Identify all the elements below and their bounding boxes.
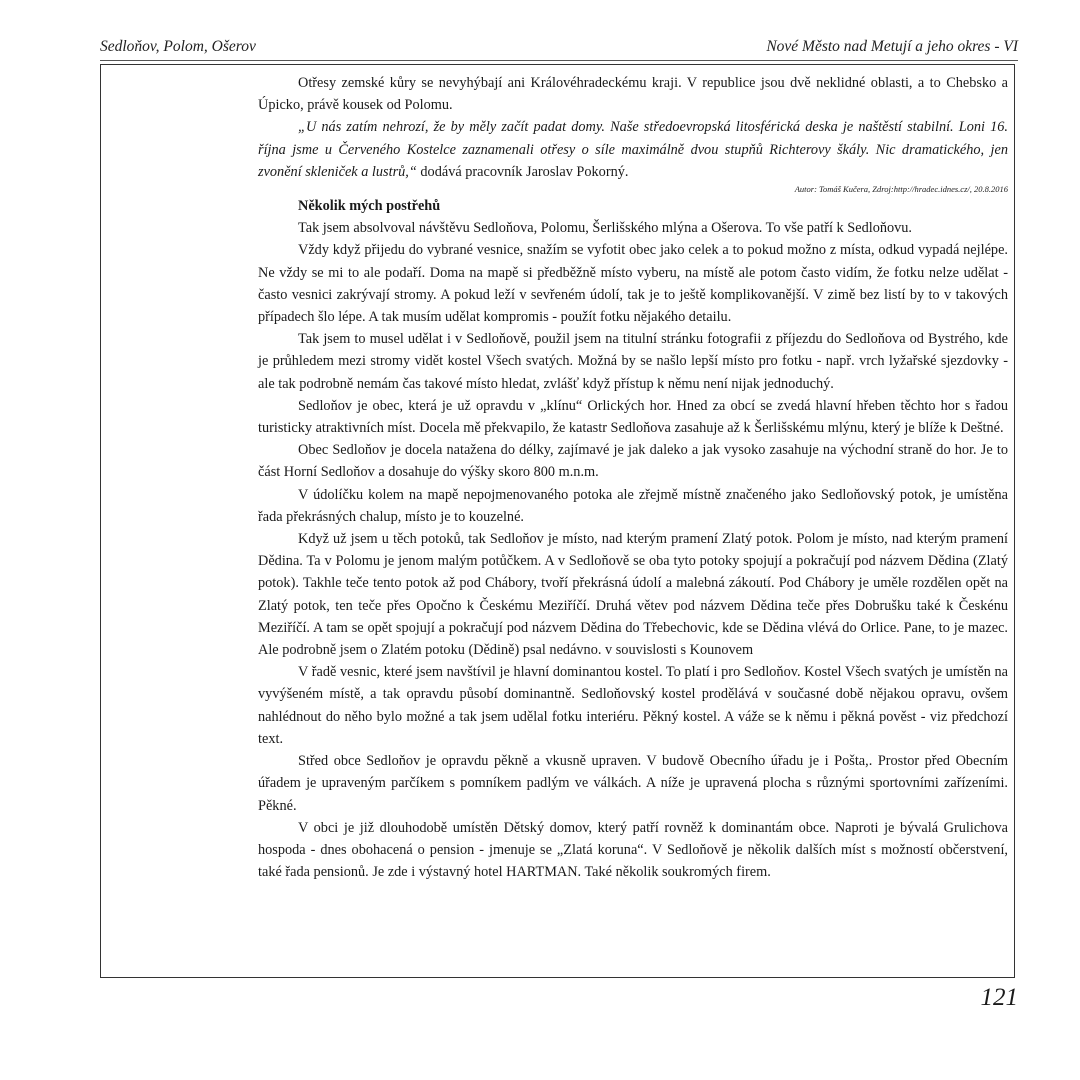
quote-attribution: dodává pracovník Jaroslav Pokorný. xyxy=(416,163,629,180)
quote-text: „U nás zatím nehrozí, že by měly začít padat domy. Naše středoevropská litosférická deska je naštěstí stabilní. Loni 16. října jsme u Červeného Kostelce zaznamenali otřesy o síle maximálně dvou stupňů Richterovy škály. Nic dramatického, jen zvonění skleniček a lustrů,“ xyxy=(258,119,1008,180)
body-paragraph: Vždy když přijedu do vybrané vesnice, snažím se vyfotit obec jako celek a to pokud možno z místa, odkud vypadá nejlépe. Ne vždy se mi to ale podaří. Doma na mapě si předběžně místo vyberu, na místě ale potom často vidím, že fotku nelze udělat - často vesnici zakrývají stromy. A pokud leží v sevřeném údolí, tak je to ještě komplikovanější. V zimě bez listí by to v takových případech šlo lépe. A tak musím udělat kompromis - použít fotku nějakého detailu. xyxy=(258,242,1008,326)
running-header-right: Nové Město nad Metují a jeho okres - VI xyxy=(766,38,1018,55)
body-paragraph: V řadě vesnic, které jsem navštívil je hlavní dominantou kostel. To platí i pro Sedloňov. Kostel Všech svatých je umístěn na vyvýšeném místě, a tak opravdu působí dominantně. Sedloňovský kostel prodělává v současné době nějakou opravu, ovšem nahlédnout do něho bylo možné a tak jsem udělal fotku interiéru. Pěkný kostel. A váže se k němu i pěkná pověst - viz předchozí text. xyxy=(258,664,1008,747)
body-paragraph: Když už jsem u těch potoků, tak Sedloňov je místo, nad kterým pramení Zlatý potok. Polom je místo, nad kterým pramení Dědina. Ta v Polomu je jenom malým potůčkem. A v Sedloňově se oba tyto potoky spojují a pokračují pod názvem Dědina (Zlatý potok). Takhle teče tento potok až pod Chábory, tvoří překrásná údolí a malebná zákoutí. Pod Chábory je uměle rozdělen opět na Zlatý potok, ten teče přes Opočno k Českému Meziříčí. Druhá větev pod názvem Dědina teče přes Dobrušku také k Českénu Meziříčí. A tam se opět spojují a pokračují pod názvem Dědina do Třebechovic, kde se Dědina vlévá do Orlice. Pane, to je mazec. Ale podrobně jsem o Zlatém potoku (Dědině) psal nedávno. v souvislosti s Kounovem xyxy=(258,531,1008,659)
article-quote xyxy=(258,116,1008,183)
text-column xyxy=(258,72,1008,883)
article-paragraph: Otřesy zemské kůry se nevyhýbají ani Královéhradeckému kraji. V republice jsou dvě neklidné oblasti, a to Chebsko a Úpicko, právě kousek od Polomu. xyxy=(258,75,1008,114)
page-number: 121 xyxy=(980,984,1018,1011)
body-paragraph: Tak jsem absolvoval návštěvu Sedloňova, Polomu, Šerlišského mlýna a Ošerova. To vše patří k Sedloňovu. xyxy=(298,220,913,237)
body-paragraph: Obec Sedloňov je docela natažena do délky, zajímavé je jak daleko a jak vysoko zasahuje na východní straně do hor. Je to část Horní Sedloňov a dosahuje do výšky skoro 800 m.n.m. xyxy=(258,442,1008,481)
header-divider xyxy=(100,60,1018,61)
body-paragraph: Tak jsem to musel udělat i v Sedloňově, použil jsem na titulní stránku fotografii z příjezdu do Sedloňova od Bystrého, kde je průhledem mezi stromy vidět kostel Všech svatých. Možná by se našlo lepší místo pro fotku - např. vrch lyžařské sjezdovky - ale tak podrobně nemám čas takové místo hledat, zvlášť když přístup k němu není nijak jednoduchý. xyxy=(258,331,1008,392)
body-paragraph: V obci je již dlouhodobě umístěn Dětský domov, který patří rovněž k dominantám obce. Naproti je bývalá Grulichova hospoda - dnes obohacená o pension - jmenuje se „Zlatá koruna“. V Sedloňově je několik dalších míst s možností občerstvení, také řada pensionů. Je zde i výstavný hotel HARTMAN. Také několik soukromých firem. xyxy=(258,819,1008,881)
running-header-left: Sedloňov, Polom, Ošerov xyxy=(100,38,256,55)
body-paragraph: V údolíčku kolem na mapě nepojmenovaného potoka ale zřejmě místně značeného jako Sedloňovský potok, je umístěna řada překrásných chalup, místo je to kouzelné. xyxy=(258,486,1008,525)
body-paragraph: Sedloňov je obec, která je už opravdu v „klínu“ Orlických hor. Hned za obcí se zvedá hlavní hřeben těchto hor s řadou turisticky atraktivních míst. Docela mě překvapilo, že katastr Sedloňova zasahuje až k Šerlišskému mlýnu, který je blíže k Deštné. xyxy=(258,397,1008,437)
body-paragraph: Střed obce Sedloňov je opravdu pěkně a vkusně upraven. V budově Obecního úřadu je i Pošta,. Prostor před Obecním úřadem je upraveným parčíkem s pomníkem padlým ve válkách. A níže je upravená plocha s různými sportovními zařízeními. Pěkné. xyxy=(258,753,1008,814)
section-heading: Několik mých postřehů xyxy=(298,198,441,215)
article-source: Autor: Tomáš Kučera, Zdroj:http://hradec.idnes.cz/, 20.8.2016 xyxy=(794,184,1008,195)
